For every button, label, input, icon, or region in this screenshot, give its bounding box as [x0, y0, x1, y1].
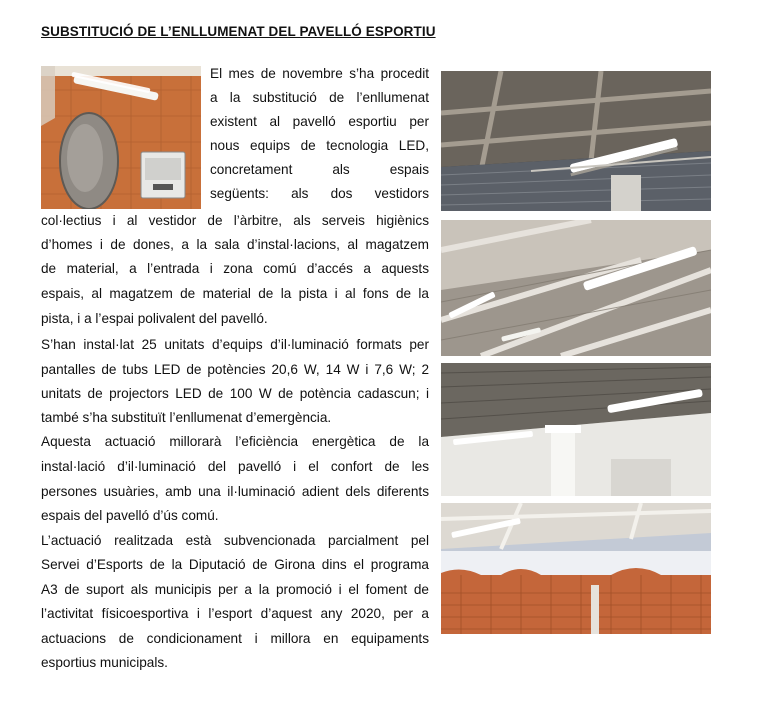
paragraph-3-line: espais del pavelló d’ús comú.: [41, 508, 219, 523]
paragraph-4-line: actuacions de condicionament i millora en equipaments: [41, 631, 429, 646]
paragraph-2-line: pantalles de tubs LED de potències 20,6 W, 14 W i 7,6 W; 2: [41, 362, 429, 377]
photo-ceiling-led-2: [441, 220, 711, 356]
paragraph-4-line: esportius municipals.: [41, 655, 168, 670]
article-title: SUBSTITUCIÓ DE L’ENLLUMENAT DEL PAVELLÓ ESPORTIU: [41, 24, 436, 39]
paragraph-1-line: a la substitució de l’enllumenat: [210, 90, 429, 105]
paragraph-1-line: concretament als espais: [210, 162, 429, 177]
paragraph-1-line: nous equips de tecnologia LED,: [210, 138, 429, 153]
photo-ceiling-led-3: [441, 363, 711, 496]
photo-restroom-mirror: [41, 66, 201, 209]
paragraph-4-line: Servei d’Esports de la Diputació de Girona dins el programa: [41, 557, 429, 572]
paragraph-1-line: espais, al magatzem de material de la pista i al fons de la: [41, 286, 429, 301]
paragraph-1-line: col·lectius i al vestidor de l’àrbitre, als serveis higiènics: [41, 213, 429, 228]
paragraph-4-line: A3 de suport als municipis per a la promoció i el foment de: [41, 582, 429, 597]
paragraph-1-line: existent al pavelló esportiu per: [210, 114, 429, 129]
paragraph-2-line: també s’ha substituït l’enllumenat d’emergència.: [41, 410, 332, 425]
paragraph-3-line: persones usuàries, amb una il·luminació adient dels diferents: [41, 484, 429, 499]
paragraph-1-line: de material, a l’entrada i zona comú d’accés a aquests: [41, 261, 429, 276]
paragraph-3-line: instal·lació d’il·luminació del pavelló i el confort de les: [41, 459, 429, 474]
photo-ceiling-led-1: [441, 71, 711, 211]
paragraph-1-line: El mes de novembre s’ha procedit: [210, 66, 429, 81]
paragraph-2-line: S’han instal·lat 25 unitats d’equips d’il·luminació formats per: [41, 337, 429, 352]
paragraph-4-line: L’actuació realitzada està subvencionada parcialment pel: [41, 533, 429, 548]
paragraph-1-line: pista, i a l’espai polivalent del pavelló.: [41, 311, 268, 326]
paragraph-3-line: Aquesta actuació millorarà l’eficiència energètica de la: [41, 434, 429, 449]
photo-hall-tiles: [441, 503, 711, 634]
paragraph-4-line: l’activitat físicoesportiva i l’esport d’aquest any 2020, per a: [41, 606, 429, 621]
paragraph-1-line: d’homes i de dones, a la sala d’instal·lacions, al magatzem: [41, 237, 429, 252]
paragraph-1-line: següents: als dos vestidors: [210, 186, 429, 201]
paragraph-2-line: unitats de projectors LED de 100 W de potència cadascun; i: [41, 386, 429, 401]
